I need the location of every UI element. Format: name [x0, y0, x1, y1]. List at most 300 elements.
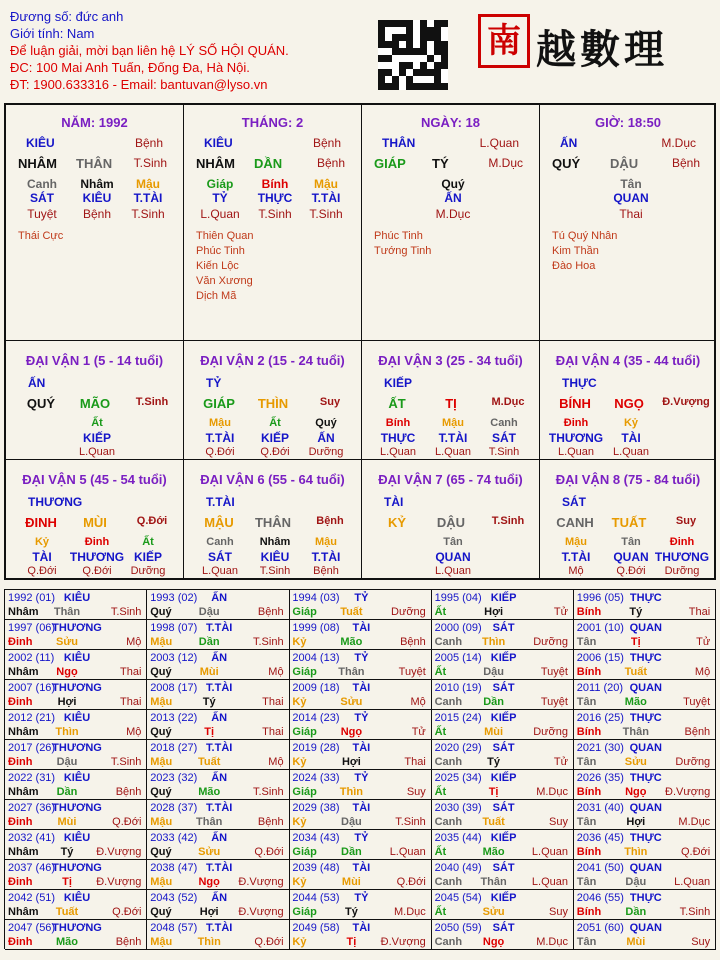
year-label: 2017 (26)	[8, 742, 56, 754]
year-stem: Tân	[576, 816, 597, 828]
hidden-god: KIÊU	[82, 191, 112, 205]
dai-van-hidden-stem: Mậu	[209, 417, 231, 429]
year-star: Đ.Vượng	[96, 846, 142, 858]
year-stem: Quý	[150, 666, 172, 678]
year-label: 2044 (53)	[292, 892, 340, 904]
dai-van-hidden-star: Q.Đới	[205, 446, 235, 458]
hidden-star: Bệnh	[82, 207, 112, 221]
year-stem: Nhâm	[8, 786, 39, 798]
year-stem: Quý	[150, 786, 172, 798]
year-branch: Thân	[196, 816, 223, 828]
year-label: 2031 (40)	[576, 802, 624, 814]
year-star: Đ.Vượng	[238, 906, 284, 918]
year-god: KIẾP	[490, 892, 517, 904]
pillar-title: NGÀY: 18	[421, 115, 480, 130]
year-cell	[147, 680, 289, 710]
star-item: Thái Cực	[18, 230, 64, 242]
dai-van-hidden-god: T.TÀI	[561, 550, 591, 564]
year-branch: Thân	[53, 606, 81, 618]
year-label: 2047 (56)	[8, 922, 56, 934]
dai-van-branch-star: Suy	[319, 396, 341, 408]
year-branch: Dần	[625, 906, 647, 918]
dai-van-hidden-star: Mộ	[568, 565, 584, 577]
year-stem: Tân	[576, 756, 597, 768]
year-cell	[5, 740, 147, 770]
year-cell	[432, 590, 574, 620]
year-branch: Mùi	[626, 936, 646, 948]
year-label: 2008 (17)	[150, 682, 198, 694]
dai-van-hidden-god: THƯƠNG	[69, 550, 125, 564]
year-cell	[5, 800, 147, 830]
dai-van-title: ĐẠI VẬN 2 (15 - 24 tuổi)	[200, 353, 345, 368]
year-stem: Kỷ	[292, 816, 307, 828]
year-cell	[574, 770, 716, 800]
year-label: 2043 (52)	[150, 892, 198, 904]
year-stem: Canh	[434, 816, 463, 828]
year-god: ẤN	[211, 832, 228, 844]
year-god: TÀI	[352, 862, 371, 874]
year-stem: Kỷ	[292, 876, 307, 888]
year-god: SÁT	[492, 802, 515, 814]
year-god: KIÊU	[63, 832, 91, 844]
year-branch: Mùi	[57, 816, 77, 828]
dai-van-title: ĐẠI VẬN 1 (5 - 14 tuổi)	[25, 353, 164, 368]
dai-van-hidden-god: TÀI	[32, 550, 52, 564]
year-label: 2018 (27)	[150, 742, 198, 754]
hidden-stem: Canh	[27, 177, 57, 191]
year-branch: Thìn	[55, 726, 79, 738]
pillar-branch-star: Bệnh	[671, 156, 700, 170]
year-branch: Sửu	[340, 696, 363, 708]
hidden-stem: Tân	[620, 177, 642, 191]
year-label: 2027 (36)	[8, 802, 56, 814]
year-branch: Hợi	[199, 906, 219, 918]
year-cell	[5, 590, 147, 620]
dai-van-hidden-star: Q.Đới	[82, 565, 112, 577]
year-cell	[432, 770, 574, 800]
dai-van-branch-star: Đ.Vượng	[662, 396, 710, 408]
seal-logo: 南	[478, 14, 530, 68]
dai-van-stem: MẬU	[204, 515, 234, 530]
year-stem: Quý	[150, 846, 172, 858]
year-label: 2028 (37)	[150, 802, 198, 814]
year-stem: Mậu	[150, 636, 173, 648]
year-god: QUAN	[629, 922, 662, 934]
year-cell	[432, 620, 574, 650]
year-stem: Bính	[576, 666, 602, 678]
dai-van-stem: ẤT	[388, 396, 406, 411]
dai-van-stem: QUÝ	[26, 396, 56, 411]
year-branch: Dậu	[56, 756, 78, 768]
year-star: T.Sinh	[679, 906, 711, 918]
year-stem: Ất	[434, 606, 447, 618]
year-stem: Canh	[434, 696, 463, 708]
year-branch: Tị	[62, 876, 72, 888]
dai-van-branch-star: M.Dục	[491, 396, 525, 408]
hidden-god: T.TÀI	[133, 191, 163, 205]
year-god: THỰC	[629, 892, 662, 904]
year-star: Đ.Vượng	[665, 786, 711, 798]
year-stem: Canh	[434, 876, 463, 888]
year-god: SÁT	[492, 682, 515, 694]
year-branch: Tý	[202, 696, 216, 708]
year-stem: Quý	[150, 906, 172, 918]
year-cell	[147, 740, 289, 770]
dai-van-god: ẤN	[28, 376, 46, 390]
dai-van-hidden-star: Dưỡng	[308, 446, 344, 458]
year-branch: Sửu	[624, 756, 647, 768]
dai-van-god: TỶ	[206, 376, 222, 390]
dai-van-god: THỰC	[562, 376, 597, 390]
year-label: 2004 (13)	[292, 652, 340, 664]
year-label: 2030 (39)	[434, 802, 482, 814]
year-star: Thai	[262, 726, 284, 738]
year-stem: Đinh	[8, 936, 33, 948]
year-label: 2024 (33)	[292, 772, 340, 784]
dai-van-cell	[6, 341, 184, 460]
dai-van-cell	[540, 341, 716, 460]
year-stem: Tân	[576, 936, 597, 948]
year-cell	[289, 740, 431, 770]
year-star: M.Dục	[678, 816, 711, 828]
year-god: QUAN	[629, 802, 662, 814]
qr-code	[378, 20, 448, 90]
year-branch: Mùi	[199, 666, 219, 678]
year-cell	[574, 740, 716, 770]
year-cell	[147, 920, 289, 950]
dai-van-hidden-star: L.Quan	[379, 446, 417, 458]
year-god: KIÊU	[63, 892, 91, 904]
year-stem: Mậu	[150, 696, 173, 708]
year-star: Q.Đới	[254, 936, 284, 948]
year-label: 2038 (47)	[150, 862, 198, 874]
dai-van-title: ĐẠI VẬN 7 (65 - 74 tuổi)	[378, 472, 523, 487]
dai-van-cell	[184, 460, 362, 578]
dai-van-hidden-stem: Kỷ	[34, 536, 50, 548]
pillar-title: GIỜ: 18:50	[594, 115, 661, 130]
gender: Giới tính: Nam	[10, 26, 95, 41]
year-cell	[5, 680, 147, 710]
year-star: Thai	[262, 696, 284, 708]
yearly-grid	[4, 589, 716, 949]
year-label: 2005 (14)	[434, 652, 482, 664]
dai-van-hidden-star: L.Quan	[201, 565, 239, 577]
year-label: 2051 (60)	[576, 922, 624, 934]
year-branch: Thân	[622, 726, 649, 738]
year-branch: Thìn	[339, 786, 363, 798]
year-star: T.Sinh	[395, 816, 426, 828]
dai-van-branch: THÌN	[257, 396, 289, 411]
year-star: Q.Đới	[112, 906, 142, 918]
dai-van-hidden-god: ẤN	[317, 431, 335, 445]
year-god: THƯƠNG	[52, 742, 102, 754]
year-label: 2007 (16)	[8, 682, 56, 694]
year-cell	[147, 860, 289, 890]
year-branch: Hợi	[341, 756, 361, 768]
year-branch: Sửu	[55, 636, 79, 648]
year-label: 2021 (30)	[576, 742, 624, 754]
hidden-stem: Mậu	[314, 177, 338, 191]
year-branch: Thân	[480, 876, 507, 888]
year-god: ẤN	[211, 772, 228, 784]
year-label: 2009 (18)	[292, 682, 340, 694]
year-cell	[147, 650, 289, 680]
year-god: SÁT	[492, 622, 515, 634]
phone-email-line: ĐT: 1900.633316 - Email: bantuvan@lyso.vn	[10, 77, 268, 92]
year-star: Thai	[119, 696, 142, 708]
dai-van-branch: MÃO	[79, 396, 111, 411]
year-star: Mộ	[126, 636, 142, 648]
year-god: KIẾP	[490, 832, 517, 844]
year-stem: Bính	[576, 786, 602, 798]
dai-van-stem: BÍNH	[559, 396, 591, 411]
year-star: M.Dục	[536, 786, 568, 798]
year-branch: Ngọ	[340, 726, 363, 738]
dai-van-hidden-stem: Bính	[385, 417, 411, 429]
year-star: Bệnh	[115, 786, 142, 798]
year-label: 2016 (25)	[576, 712, 624, 724]
year-label: 2045 (54)	[434, 892, 482, 904]
year-god: SÁT	[492, 742, 515, 754]
pillar-stem: NHÂM	[18, 156, 57, 171]
year-star: Suy	[406, 786, 426, 798]
year-god: THƯƠNG	[52, 802, 102, 814]
hidden-god: SÁT	[30, 191, 54, 205]
star-item: Tướng Tinh	[374, 245, 432, 257]
year-label: 2033 (42)	[150, 832, 198, 844]
year-label: 2049 (58)	[292, 922, 340, 934]
year-branch: Dậu	[625, 876, 647, 888]
year-god: KIẾP	[490, 652, 517, 664]
year-god: TÀI	[352, 922, 371, 934]
dai-van-god: TÀI	[384, 495, 404, 509]
year-cell	[5, 650, 147, 680]
year-god: KIÊU	[63, 772, 91, 784]
dai-van-branch: THÂN	[254, 515, 292, 530]
year-stem: Kỷ	[292, 756, 307, 768]
dai-van-hidden-star: L.Quan	[434, 446, 472, 458]
dai-van-hidden-god: T.TÀI	[438, 431, 468, 445]
dai-van-hidden-stem: Ất	[142, 536, 154, 548]
year-stem: Mậu	[150, 936, 173, 948]
dai-van-hidden-star: L.Quan	[78, 446, 116, 458]
dai-van-hidden-stem: Ất	[91, 417, 103, 429]
pillar-top-god: KIÊU	[26, 136, 55, 150]
dai-van-hidden-star: Q.Đới	[260, 446, 290, 458]
dai-van-god: KIẾP	[384, 376, 413, 390]
year-cell	[289, 920, 431, 950]
year-branch: Dậu	[341, 816, 362, 828]
year-branch: Hợi	[484, 606, 504, 618]
dai-van-hidden-god: KIẾP	[133, 550, 162, 564]
year-star: Suy	[549, 906, 568, 918]
year-cell	[432, 800, 574, 830]
dai-van-god: THƯƠNG	[28, 495, 83, 509]
year-star: T.Sinh	[110, 606, 142, 618]
year-god: TÀI	[352, 622, 371, 634]
year-branch: Tuất	[340, 606, 363, 618]
year-star: L.Quan	[674, 876, 711, 888]
year-cell	[289, 650, 431, 680]
year-branch: Mùi	[484, 726, 504, 738]
dai-van-hidden-stem: Canh	[206, 536, 234, 548]
pillar-stem: NHÂM	[196, 156, 235, 171]
year-stem: Quý	[150, 726, 172, 738]
year-star: Tuyệt	[540, 666, 568, 678]
year-branch: Sửu	[198, 846, 221, 858]
year-god: THƯƠNG	[52, 922, 102, 934]
year-stem: Ất	[434, 846, 447, 858]
year-god: T.TÀI	[206, 862, 233, 874]
year-stem: Canh	[434, 756, 463, 768]
year-god: TỶ	[354, 892, 369, 904]
year-star: L.Quan	[389, 846, 426, 858]
year-branch: Mão	[198, 786, 221, 798]
year-star: T.Sinh	[110, 756, 142, 768]
dai-van-hidden-stem: Tân	[621, 536, 641, 548]
year-god: THỰC	[629, 832, 662, 844]
year-stem: Đinh	[8, 696, 33, 708]
dai-van-hidden-god: SÁT	[208, 550, 232, 564]
year-star: Q.Đới	[680, 846, 711, 858]
year-branch: Tý	[344, 906, 358, 918]
year-label: 2042 (51)	[8, 892, 56, 904]
year-branch: Mùi	[341, 876, 361, 888]
pillar-stem: GIÁP	[374, 156, 406, 171]
year-star: Q.Đới	[112, 816, 142, 828]
star-item: Dịch Mã	[196, 290, 237, 302]
year-label: 2025 (34)	[434, 772, 482, 784]
year-label: 2003 (12)	[150, 652, 198, 664]
year-stem: Đinh	[8, 756, 33, 768]
year-label: 2010 (19)	[434, 682, 482, 694]
year-branch: Tị	[204, 726, 215, 738]
year-label: 1993 (02)	[150, 592, 198, 604]
pillar-title: THÁNG: 2	[241, 115, 304, 130]
year-star: Mộ	[126, 726, 142, 738]
year-stem: Nhâm	[8, 726, 39, 738]
dai-van-hidden-stem: Mậu	[565, 536, 587, 548]
year-star: Bệnh	[257, 816, 284, 828]
year-branch: Dần	[483, 696, 504, 708]
year-stem: Mậu	[150, 816, 173, 828]
year-god: KIÊU	[63, 592, 91, 604]
year-label: 2013 (22)	[150, 712, 198, 724]
year-cell	[147, 890, 289, 920]
year-cell	[147, 770, 289, 800]
pillar-branch-star: T.Sinh	[133, 156, 167, 170]
star-item: Kim Thần	[552, 245, 599, 257]
year-label: 1999 (08)	[292, 622, 340, 634]
hidden-stem: Quý	[441, 177, 465, 191]
year-label: 1992 (01)	[8, 592, 56, 604]
year-star: Tuyệt	[683, 696, 711, 708]
dai-van-hidden-stem: Đinh	[563, 417, 589, 429]
year-stem: Bính	[576, 906, 602, 918]
year-star: Mộ	[268, 756, 284, 768]
dai-van-branch-star: Q.Đới	[136, 515, 168, 527]
year-stem: Kỷ	[292, 636, 307, 648]
year-label: 2020 (29)	[434, 742, 482, 754]
year-star: Mộ	[268, 666, 284, 678]
year-star: Đ.Vượng	[96, 876, 142, 888]
dai-van-hidden-god: KIÊU	[260, 550, 290, 564]
year-god: KIẾP	[490, 772, 517, 784]
year-branch: Ngọ	[482, 936, 505, 948]
year-stem: Đinh	[8, 876, 33, 888]
year-god: KIẾP	[490, 592, 517, 604]
star-item: Phúc Tinh	[196, 245, 245, 257]
year-branch: Tị	[346, 936, 357, 948]
year-cell	[432, 890, 574, 920]
dai-van-hidden-god: QUAN	[435, 550, 471, 564]
dai-van-cell	[362, 460, 540, 578]
pillar-cell	[362, 105, 540, 341]
dai-van-title: ĐẠI VẬN 6 (55 - 64 tuổi)	[200, 472, 345, 487]
year-label: 2032 (41)	[8, 832, 56, 844]
year-label: 2048 (57)	[150, 922, 198, 934]
year-label: 2011 (20)	[576, 682, 624, 694]
year-label: 2002 (11)	[8, 652, 55, 664]
year-god: T.TÀI	[206, 622, 233, 634]
dai-van-hidden-stem: Tân	[443, 536, 463, 548]
year-branch: Dậu	[198, 606, 220, 618]
year-god: T.TÀI	[206, 802, 233, 814]
year-branch: Thân	[338, 666, 365, 678]
year-god: THƯƠNG	[52, 682, 102, 694]
pillar-branch: DẬU	[610, 156, 639, 171]
year-label: 1996 (05)	[576, 592, 624, 604]
hidden-stem: Bính	[261, 177, 289, 191]
dai-van-hidden-god: KIẾP	[82, 431, 111, 445]
hidden-god: ẤN	[444, 191, 462, 205]
year-star: Suy	[549, 816, 568, 828]
year-branch: Tuất	[197, 756, 221, 768]
year-star: Dưỡng	[533, 636, 568, 648]
year-cell	[432, 740, 574, 770]
year-star: Dưỡng	[391, 606, 426, 618]
year-branch: Tuất	[55, 906, 79, 918]
year-god: ẤN	[211, 712, 228, 724]
year-stem: Canh	[434, 936, 463, 948]
year-god: ẤN	[211, 892, 228, 904]
year-stem: Mậu	[150, 876, 173, 888]
year-god: THỰC	[629, 772, 662, 784]
year-stem: Ất	[434, 906, 447, 918]
year-star: Mộ	[694, 666, 711, 678]
year-star: Dưỡng	[675, 756, 711, 768]
year-stem: Tân	[576, 696, 597, 708]
year-cell	[5, 620, 147, 650]
year-god: TỶ	[354, 712, 369, 724]
year-star: Tuyệt	[398, 666, 426, 678]
dai-van-hidden-stem: Mậu	[442, 417, 464, 429]
year-stem: Bính	[576, 726, 602, 738]
dai-van-hidden-stem: Đinh	[84, 536, 110, 548]
hidden-star: Thai	[619, 207, 643, 221]
year-god: THỰC	[629, 592, 662, 604]
year-star: Dưỡng	[533, 726, 568, 738]
year-label: 2050 (59)	[434, 922, 482, 934]
year-label: 1995 (04)	[434, 592, 482, 604]
star-item: Thiên Quan	[196, 230, 254, 242]
year-cell	[289, 710, 431, 740]
year-god: TỶ	[354, 652, 369, 664]
year-stem: Giáp	[292, 726, 317, 738]
year-branch: Thìn	[481, 636, 506, 648]
pillar-top-star: M.Dục	[661, 136, 696, 150]
dai-van-hidden-god: T.TÀI	[205, 431, 235, 445]
